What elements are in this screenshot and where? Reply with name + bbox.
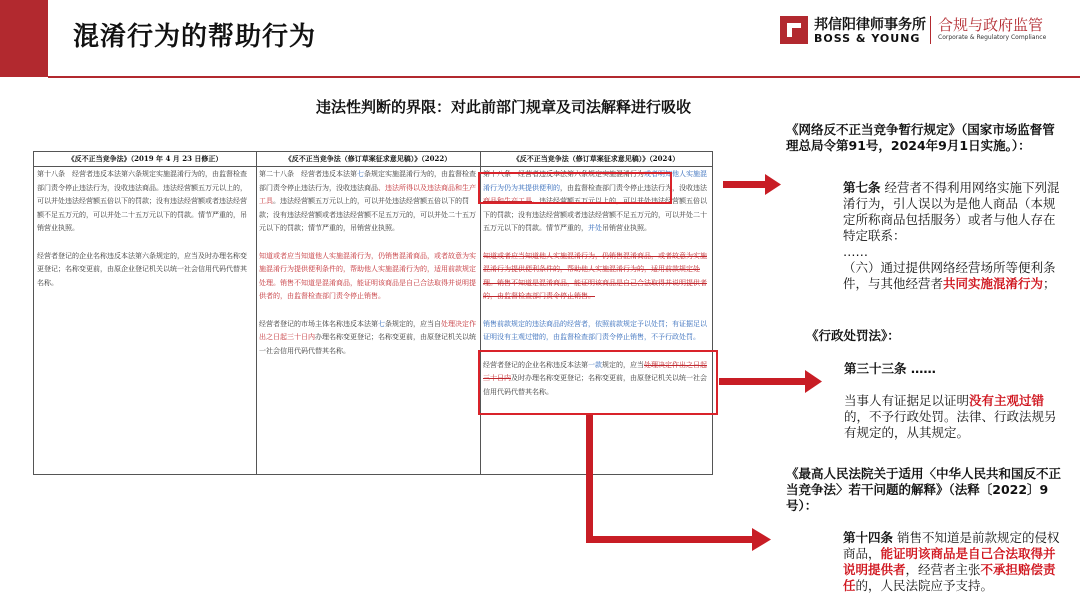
column-header: 《反不正当竞争法（修订草案征求意见稿）》（2024） <box>480 152 712 167</box>
article-18-text: 第十八条 经营者违反本法第六条规定实施混淆行为的，由监督检查部门责令停止违法行为，没收违法商品。违法经营额五万元以上的，可以并处违法经营额五倍以下的罚款；没有违法经营额或者违法经营额不足五万元的，可以并处二十五万元以下的罚款。情节严重的，吊销营业执照。 <box>37 170 247 232</box>
seller-exemption-text: 销售前款规定的违法商品的经营者，依照前款规定予以处罚；有证据足以证明没有主观过错的，由监督检查部门责令停止销售，不予行政处罚。 <box>483 319 707 341</box>
name-change-text: 经营者登记的企业名称违反本法第六条规定的，应当及时办理名称变更登记；名称变更前，由原企业登记机关以统一社会信用代码代替其名称。 <box>37 251 247 287</box>
highlight-box-provide-convenience <box>478 172 672 204</box>
logo-mark-icon <box>780 16 808 44</box>
firm-name-cn: 邦信阳律师事务所 <box>814 17 926 33</box>
firm-name-en: BOSS & YOUNG <box>814 32 921 45</box>
column-header: 《反不正当竞争法》（2019 年 4 月 23 日修正） <box>34 152 256 167</box>
highlight-box-no-fault <box>478 350 718 415</box>
title-accent-bar <box>0 0 48 77</box>
column-header: 《反不正当竞争法（修订草案征求意见稿）》（2022） <box>256 152 480 167</box>
helping-act-text: 知道或者应当知道他人实施混淆行为，仍销售混淆商品，或者故意为实施混淆行为提供便利条件的，帮助他人实施混淆行为的，适用前款规定处理。销售不知道是混淆商品，能证明该商品是自己合法取得并说明提供者的，由监督检查部门责令停止销售。 <box>259 251 476 300</box>
article-18-revised-text: 第十八条 经营者违反本法第六条规定实施混淆行为或者明知他人实施混淆行为仍为其提供便利的，由监督检查部门责令停止违法行为，没收违法商品和生产工具。违法经营额五万元以上的，可以并处违法经营额五倍以下的罚款；没有违法经营额或者违法经营额不足五万元的，可以并处二十五万元以下的罚款。情节严重的，并处吊销营业执照。 <box>483 170 707 232</box>
page-title: 混淆行为的帮助行为 <box>73 22 317 52</box>
table-column-2022 <box>256 152 481 474</box>
article-14-text: 第十四条 销售不知道是前款规定的侵权商品，能证明该商品是自己合法取得并说明提供者，经营者主张不承担赔偿责任的，人民法院应予支持。 <box>843 530 1060 593</box>
admin-penalty-law-title: 《行政处罚法》： <box>806 328 900 343</box>
article-33-heading: 第三十三条 …… <box>844 361 936 376</box>
name-change-text: 经营者登记的企业名称违反本法第一款规定的，应当处理决定作出之日起三十日内及时办理名称变更登记；名称变更前，由原登记机关以统一社会信用代码代替其名称。 <box>483 360 707 396</box>
slide-subtitle: 违法性判断的界限：对此前部门规章及司法解释进行吸收 <box>316 98 692 116</box>
practice-name-en: Corporate & Regulatory Compliance <box>938 34 1047 41</box>
article-33-text: 当事人有证据足以证明没有主观过错的，不予行政处罚。法律、行政法规另有规定的，从其规定。 <box>844 393 1057 440</box>
header-divider <box>48 76 1080 78</box>
name-change-text: 经营者登记的市场主体名称违反本法第七条规定的，应当自处理决定作出之日起三十日内办理名称变更登记；名称变更前，由原登记机关以统一社会信用代码代替其名称。 <box>259 319 476 355</box>
network-rule-item-6: （六）通过提供网络经营场所等便利条件，与其他经营者共同实施混淆行为； <box>843 260 1056 291</box>
table-column-2019 <box>34 152 257 474</box>
ellipsis-text: …… <box>843 244 868 259</box>
deleted-helping-text: 知道或者应当知道他人实施混淆行为，仍销售混淆商品，或者故意为实施混淆行为提供便利条件的，帮助他人实施混淆行为的，适用前款规定处理。销售不知道是混淆商品，能证明该商品是自己合法取得并说明提供者的，由监督检查部门责令停止销售。 <box>483 251 707 300</box>
arrow-to-network-rule <box>723 174 781 195</box>
logo-divider <box>930 16 931 44</box>
article-28-text: 第二十八条 经营者违反本法第七条规定实施混淆行为的，由监督检查部门责令停止违法行为，没收违法商品、违法所得以及违法商品和生产工具。违法经营额五万元以上的，可以并处违法经营额五倍以下的罚款；没有违法经营额或者违法经营额不足五万元的，可以并处二十五万元以下的罚款；情节严重的，吊销营业执照。 <box>259 170 476 232</box>
firm-logo <box>780 14 1070 48</box>
arrow-to-admin-penalty-law <box>719 370 822 393</box>
network-rule-title: 《网络反不正当竞争暂行规定》（国家市场监督管理总局令第91号，2024年9月1日实施。）： <box>786 122 1055 153</box>
network-rule-article-7: 第七条 经营者不得利用网络实施下列混淆行为，引人误以为是他人商品（本规定所称商品包括服务）或者与他人存在特定联系： <box>843 180 1060 243</box>
judicial-interpretation-title: 《最高人民法院关于适用〈中华人民共和国反不正当竞争法〉若干问题的解释》（法释〔2022〕9号）： <box>786 466 1062 513</box>
practice-name-cn: 合规与政府监管 <box>938 16 1044 34</box>
